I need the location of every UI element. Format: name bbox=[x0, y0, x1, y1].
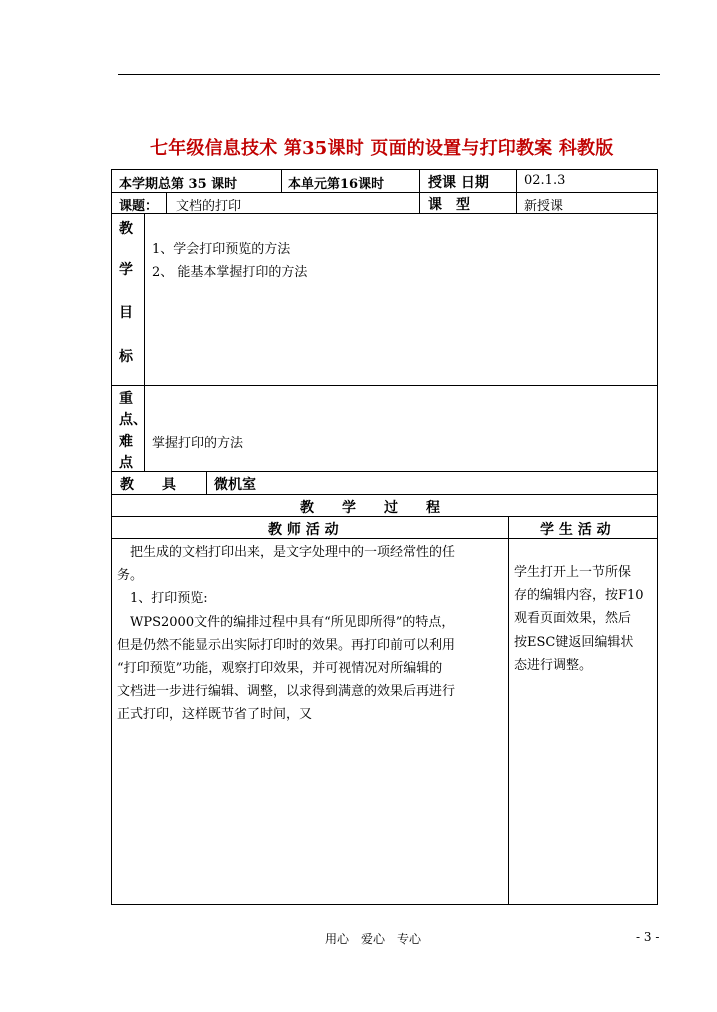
type-value: 新授课 bbox=[524, 199, 564, 214]
tools-value: 微机室 bbox=[214, 477, 256, 493]
topic-label: 课题： bbox=[119, 199, 159, 214]
goals-label-char: 目 bbox=[119, 305, 133, 321]
lesson-total: 本学期总第 35 课时 bbox=[119, 177, 238, 192]
keypoints-label-char: 重 bbox=[119, 391, 133, 407]
page-number: - 3 - bbox=[636, 930, 660, 944]
teacher-line: 文档进一步进行编辑、调整，以求得到满意的效果后再进行 bbox=[117, 684, 456, 700]
unit-lesson: 本单元第16课时 bbox=[288, 177, 385, 192]
student-activity-header: 学 生 活 动 bbox=[540, 522, 611, 538]
student-line: 存的编辑内容，按F10 bbox=[514, 588, 644, 604]
tools-label: 教 具 bbox=[120, 477, 176, 493]
goals-label-char: 标 bbox=[119, 349, 133, 365]
student-line: 态进行调整。 bbox=[514, 657, 593, 673]
teacher-line: 但是仍然不能显示出实际打印时的效果。再打印前可以利用 bbox=[117, 637, 456, 653]
goals-label-char: 学 bbox=[119, 262, 133, 278]
goal-item: 2、 能基本掌握打印的方法 bbox=[152, 265, 308, 280]
goals-label-char: 教 bbox=[119, 221, 133, 237]
keypoints-label-char: 点、 bbox=[119, 412, 147, 428]
student-line: 学生打开上一节所保 bbox=[514, 565, 632, 580]
teacher-line: 1、打印预览: bbox=[117, 591, 208, 607]
keypoints-label-char: 难 bbox=[119, 434, 133, 450]
teacher-line: WPS2000文件的编排过程中具有“所见即所得”的特点， bbox=[117, 614, 455, 630]
teacher-line: 正式打印，这样既节省了时间，又 bbox=[117, 707, 313, 723]
keypoints-label-char: 点 bbox=[119, 455, 133, 471]
teacher-activity-text bbox=[117, 541, 507, 727]
process-header: 教 学 过 程 bbox=[300, 500, 440, 516]
keypoints-content-cell bbox=[144, 385, 658, 472]
document-title: 七年级信息技术 第35课时 页面的设置与打印教案 科教版 bbox=[150, 138, 614, 159]
footer-motto: 用心 爱心 专心 bbox=[325, 932, 422, 946]
date-value: 02.1.3 bbox=[524, 173, 566, 188]
date-label: 授课 日期 bbox=[428, 175, 489, 191]
type-label: 课 型 bbox=[428, 197, 470, 213]
tools-value-cell bbox=[206, 471, 658, 495]
goal-item: 1、学会打印预览的方法 bbox=[152, 242, 291, 257]
teacher-line: “打印预览”功能，观察打印效果，并可视情况对所编辑的 bbox=[117, 661, 443, 677]
teacher-line: 务。 bbox=[117, 568, 144, 584]
topic-value: 文档的打印 bbox=[176, 199, 242, 214]
student-line: 观看页面效果，然后 bbox=[514, 611, 632, 627]
student-activity-text bbox=[514, 561, 656, 677]
header-rule bbox=[118, 74, 660, 75]
teacher-line: 把生成的文档打印出来，是文字处理中的一项经常性的任 bbox=[117, 545, 456, 560]
student-line: 按ESC键返回编辑状 bbox=[514, 634, 634, 650]
keypoints-text: 掌握打印的方法 bbox=[152, 436, 244, 451]
teacher-activity-header: 教 师 活 动 bbox=[268, 522, 339, 538]
